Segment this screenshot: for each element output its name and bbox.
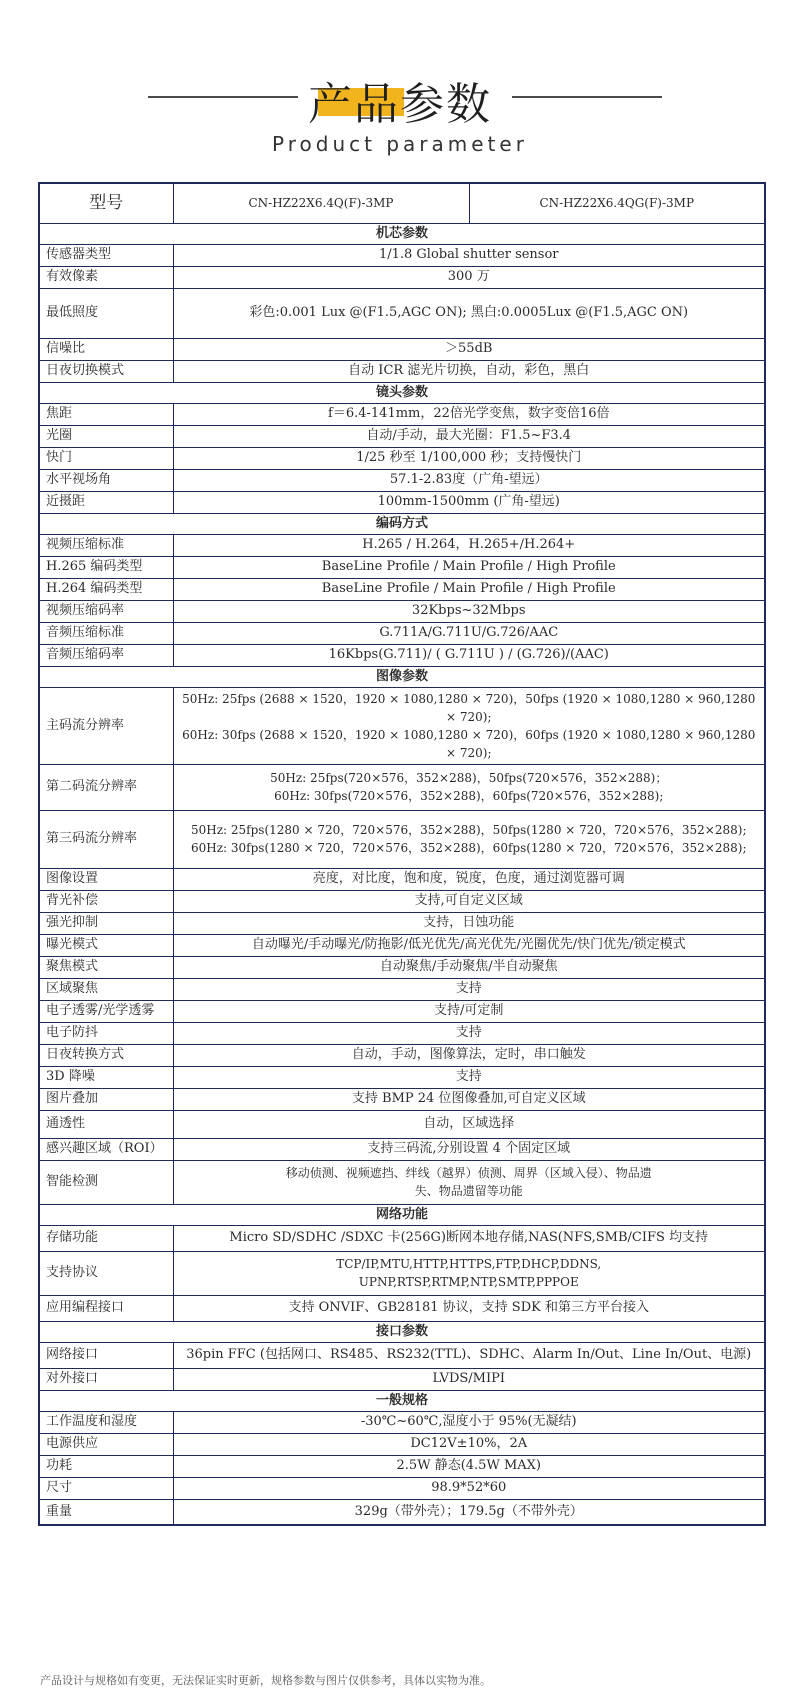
spec-label: 强光抑制 — [39, 912, 173, 934]
spec-row — [39, 1088, 765, 1110]
spec-value: G.711A/G.711U/G.726/AAC — [173, 622, 765, 644]
spec-value: H.265 / H.264，H.265+/H.264+ — [173, 534, 765, 556]
spec-label: 应用编程接口 — [39, 1295, 173, 1321]
spec-row — [39, 244, 765, 266]
spec-value: 支持 — [173, 978, 765, 1000]
spec-label: 存储功能 — [39, 1225, 173, 1251]
spec-label: 有效像素 — [39, 266, 173, 288]
spec-value: 57.1-2.83度（广角-望远） — [173, 469, 765, 491]
spec-value: 1/1.8 Global shutter sensor — [173, 244, 765, 266]
spec-value: 支持 BMP 24 位图像叠加,可自定义区域 — [173, 1088, 765, 1110]
spec-value-line: 50Hz: 25fps (2688 × 1520，1920 × 1080,1280 × 720)，50fps (1920 × 1080,1280 × 960,1280 × 720); — [182, 691, 756, 724]
page-title: 产品参数 — [308, 79, 492, 130]
spec-value: 支持 — [173, 1066, 765, 1088]
spec-label: 对外接口 — [39, 1368, 173, 1390]
spec-row — [39, 912, 765, 934]
model-label: 型号 — [39, 183, 173, 223]
spec-row — [39, 1044, 765, 1066]
spec-row — [39, 1160, 765, 1204]
spec-row — [39, 1368, 765, 1390]
spec-row — [39, 956, 765, 978]
page-subtitle: Product parameter — [272, 132, 528, 156]
section-title: 图像参数 — [39, 666, 765, 687]
spec-row — [39, 556, 765, 578]
spec-value — [173, 1251, 765, 1295]
spec-value — [173, 810, 765, 868]
spec-value — [173, 764, 765, 810]
section-title: 镜头参数 — [39, 382, 765, 403]
spec-value: DC12V±10%，2A — [173, 1433, 765, 1455]
spec-value-line: 50Hz: 25fps(720×576，352×288)，50fps(720×576，352×288)； — [270, 771, 668, 785]
section-row — [39, 1321, 765, 1342]
spec-value: 支持，日蚀功能 — [173, 912, 765, 934]
spec-value — [173, 1160, 765, 1204]
spec-label: 3D 降噪 — [39, 1066, 173, 1088]
section-title: 编码方式 — [39, 513, 765, 534]
section-row — [39, 1390, 765, 1411]
spec-value: 16Kbps(G.711)/ ( G.711U ) / (G.726)/(AAC) — [173, 644, 765, 666]
spec-row — [39, 338, 765, 360]
spec-value: 300 万 — [173, 266, 765, 288]
spec-row — [39, 934, 765, 956]
spec-row — [39, 600, 765, 622]
spec-value: 支持 ONVIF、GB28181 协议，支持 SDK 和第三方平台接入 — [173, 1295, 765, 1321]
section-title: 接口参数 — [39, 1321, 765, 1342]
spec-label: 曝光模式 — [39, 934, 173, 956]
spec-row — [39, 1000, 765, 1022]
spec-value: 自动聚焦/手动聚焦/半自动聚焦 — [173, 956, 765, 978]
spec-value-line: UPNP,RTSP,RTMP,NTP,SMTP,PPPOE — [358, 1275, 579, 1289]
spec-value: 自动 ICR 滤光片切换，自动，彩色，黑白 — [173, 360, 765, 382]
spec-label: 主码流分辨率 — [39, 687, 173, 764]
spec-row — [39, 491, 765, 513]
spec-label: 图片叠加 — [39, 1088, 173, 1110]
spec-label: 功耗 — [39, 1455, 173, 1477]
spec-label: 电子防抖 — [39, 1022, 173, 1044]
spec-row — [39, 266, 765, 288]
spec-value: 支持 — [173, 1022, 765, 1044]
spec-label: 智能检测 — [39, 1160, 173, 1204]
spec-label: H.265 编码类型 — [39, 556, 173, 578]
spec-label: 视频压缩标准 — [39, 534, 173, 556]
section-title: 一般规格 — [39, 1390, 765, 1411]
spec-row — [39, 447, 765, 469]
spec-row — [39, 360, 765, 382]
spec-label: 感兴趣区域（ROI） — [39, 1138, 173, 1160]
spec-row — [39, 1022, 765, 1044]
spec-value: LVDS/MIPI — [173, 1368, 765, 1390]
spec-row — [39, 1477, 765, 1499]
spec-label: 图像设置 — [39, 868, 173, 890]
spec-row — [39, 1342, 765, 1368]
model-a: CN-HZ22X6.4Q(F)-3MP — [173, 183, 469, 223]
spec-value: -30℃~60℃,湿度小于 95%(无凝结) — [173, 1411, 765, 1433]
spec-label: 光圈 — [39, 425, 173, 447]
spec-label: 支持协议 — [39, 1251, 173, 1295]
section-title: 机芯参数 — [39, 223, 765, 244]
spec-row — [39, 1411, 765, 1433]
spec-label: 第三码流分辨率 — [39, 810, 173, 868]
section-row — [39, 1204, 765, 1225]
spec-label: 水平视场角 — [39, 469, 173, 491]
spec-row — [39, 622, 765, 644]
spec-label: 聚焦模式 — [39, 956, 173, 978]
spec-label: 信噪比 — [39, 338, 173, 360]
spec-label: 日夜切换模式 — [39, 360, 173, 382]
spec-label: 焦距 — [39, 403, 173, 425]
spec-row — [39, 1225, 765, 1251]
spec-row — [39, 978, 765, 1000]
model-b: CN-HZ22X6.4QG(F)-3MP — [469, 183, 765, 223]
spec-table — [38, 182, 766, 1526]
spec-value-line: TCP/IP,MTU,HTTP,HTTPS,FTP,DHCP,DDNS, — [336, 1257, 602, 1271]
spec-value-line: 60Hz: 30fps(720×576，352×288)，60fps(720×576，352×288); — [274, 789, 664, 803]
spec-label: 网络接口 — [39, 1342, 173, 1368]
footnote: 产品设计与规格如有变更，无法保证实时更新，规格参数与图片仅供参考，具体以实物为准。 — [40, 1674, 491, 1687]
spec-label: 重量 — [39, 1499, 173, 1525]
spec-label: 近摄距 — [39, 491, 173, 513]
spec-row — [39, 403, 765, 425]
spec-row — [39, 534, 765, 556]
spec-label: 日夜转换方式 — [39, 1044, 173, 1066]
spec-value: 36pin FFC (包括网口、RS485、RS232(TTL)、SDHC、Alarm In/Out、Line In/Out、电源) — [173, 1342, 765, 1368]
spec-label: 尺寸 — [39, 1477, 173, 1499]
spec-value: BaseLine Profile / Main Profile / High Profile — [173, 556, 765, 578]
spec-row — [39, 1295, 765, 1321]
spec-value: Micro SD/SDHC /SDXC 卡(256G)断网本地存储,NAS(NFS,SMB/CIFS 均支持 — [173, 1225, 765, 1251]
spec-label: 视频压缩码率 — [39, 600, 173, 622]
spec-value: 98.9*52*60 — [173, 1477, 765, 1499]
spec-value: 支持三码流,分别设置 4 个固定区域 — [173, 1138, 765, 1160]
spec-value: 自动，手动，图像算法，定时，串口触发 — [173, 1044, 765, 1066]
spec-label: 快门 — [39, 447, 173, 469]
spec-value: BaseLine Profile / Main Profile / High Profile — [173, 578, 765, 600]
spec-row — [39, 1066, 765, 1088]
spec-row — [39, 810, 765, 868]
spec-row — [39, 1433, 765, 1455]
spec-value: 2.5W 静态(4.5W MAX) — [173, 1455, 765, 1477]
spec-value: 1/25 秒至 1/100,000 秒；支持慢快门 — [173, 447, 765, 469]
spec-row — [39, 687, 765, 764]
spec-label: 工作温度和湿度 — [39, 1411, 173, 1433]
spec-value — [173, 687, 765, 764]
spec-value: ＞55dB — [173, 338, 765, 360]
spec-row — [39, 868, 765, 890]
spec-value-line: 60Hz: 30fps (2688 × 1520，1920 × 1080,1280 × 720)，60fps (1920 × 1080,1280 × 960,1280 × 720); — [182, 727, 756, 760]
page-header — [0, 0, 800, 180]
section-row — [39, 382, 765, 403]
spec-label: 电源供应 — [39, 1433, 173, 1455]
spec-value: 自动，区域选择 — [173, 1110, 765, 1138]
spec-row — [39, 890, 765, 912]
model-row — [39, 183, 765, 223]
spec-label: 区域聚焦 — [39, 978, 173, 1000]
spec-row — [39, 288, 765, 338]
spec-label: 音频压缩码率 — [39, 644, 173, 666]
spec-value: 自动/手动，最大光圈：F1.5~F3.4 — [173, 425, 765, 447]
spec-row — [39, 425, 765, 447]
spec-value-line: 50Hz: 25fps(1280 × 720，720×576，352×288)，50fps(1280 × 720，720×576，352×288); — [191, 823, 747, 837]
spec-value-line: 失、物品遗留等功能 — [414, 1184, 523, 1198]
spec-value: 彩色:0.001 Lux @(F1.5,AGC ON); 黑白:0.0005Lux @(F1.5,AGC ON) — [173, 288, 765, 338]
spec-value-line: 移动侦测、视频遮挡、绊线（越界）侦测、周界（区域入侵）、物品遗 — [285, 1166, 652, 1180]
spec-label: H.264 编码类型 — [39, 578, 173, 600]
spec-value: 支持,可自定义区域 — [173, 890, 765, 912]
spec-row — [39, 578, 765, 600]
spec-row — [39, 1110, 765, 1138]
spec-value: 100mm-1500mm (广角-望远) — [173, 491, 765, 513]
spec-label: 第二码流分辨率 — [39, 764, 173, 810]
spec-row — [39, 469, 765, 491]
spec-value: 自动曝光/手动曝光/防拖影/低光优先/高光优先/光圈优先/快门优先/锁定模式 — [173, 934, 765, 956]
section-row — [39, 223, 765, 244]
spec-label: 最低照度 — [39, 288, 173, 338]
section-title: 网络功能 — [39, 1204, 765, 1225]
spec-label: 背光补偿 — [39, 890, 173, 912]
section-row — [39, 666, 765, 687]
spec-value: 32Kbps~32Mbps — [173, 600, 765, 622]
spec-row — [39, 1455, 765, 1477]
spec-value: f＝6.4-141mm，22倍光学变焦，数字变倍16倍 — [173, 403, 765, 425]
spec-label: 电子透雾/光学透雾 — [39, 1000, 173, 1022]
spec-value-line: 60Hz: 30fps(1280 × 720，720×576，352×288)，60fps(1280 × 720，720×576，352×288); — [191, 841, 747, 855]
spec-value: 支持/可定制 — [173, 1000, 765, 1022]
section-row — [39, 513, 765, 534]
spec-row — [39, 1251, 765, 1295]
spec-row — [39, 644, 765, 666]
spec-label: 通透性 — [39, 1110, 173, 1138]
spec-label: 传感器类型 — [39, 244, 173, 266]
spec-row — [39, 1138, 765, 1160]
spec-value: 亮度，对比度，饱和度，锐度，色度，通过浏览器可调 — [173, 868, 765, 890]
spec-row — [39, 764, 765, 810]
spec-value: 329g（带外壳）；179.5g（不带外壳） — [173, 1499, 765, 1525]
spec-row — [39, 1499, 765, 1525]
spec-label: 音频压缩标准 — [39, 622, 173, 644]
